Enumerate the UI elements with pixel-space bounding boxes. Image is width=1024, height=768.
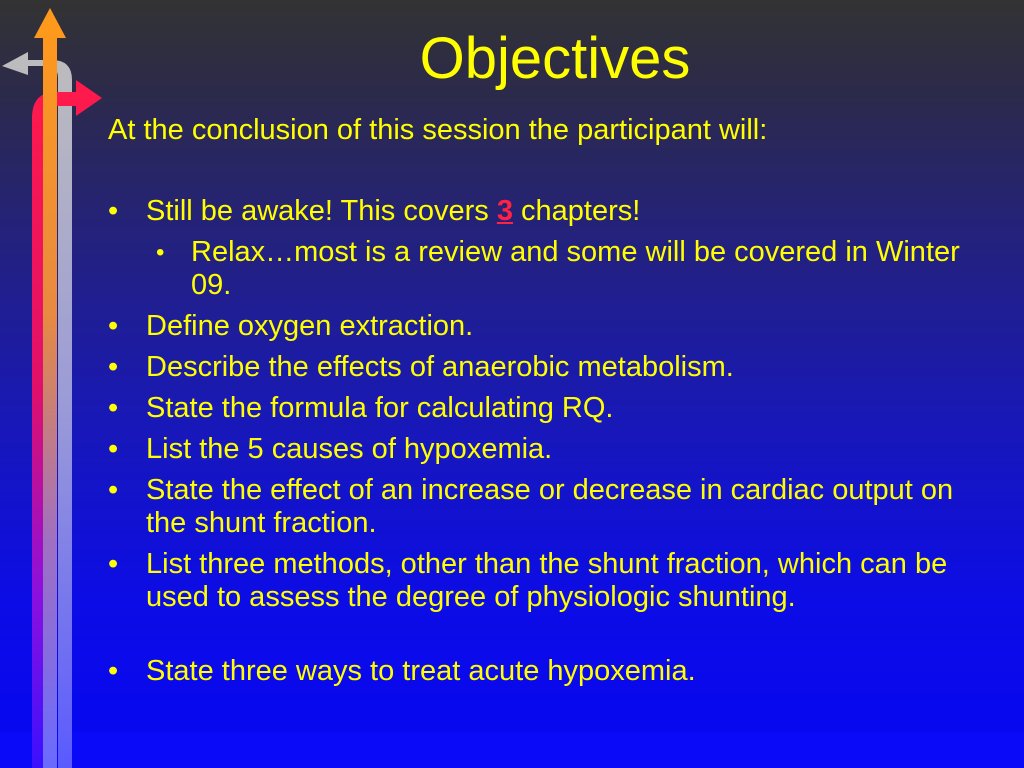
bullet-dot: • xyxy=(108,433,119,465)
bullet-text: State the formula for calculating RQ. xyxy=(146,392,614,424)
bullet-dot: • xyxy=(108,392,119,424)
bullet-dot: • xyxy=(156,239,165,266)
list-item xyxy=(108,351,986,384)
bullet-text: Relax…most is a review and some will be covered in Winter 09. xyxy=(191,236,960,301)
slide-title: Objectives xyxy=(419,26,691,91)
list-item xyxy=(108,433,986,466)
bullet-text: List the 5 causes of hypoxemia. xyxy=(146,433,553,465)
chapter-count: 3 xyxy=(496,195,513,227)
bullet-text: State three ways to treat acute hypoxemia. xyxy=(146,655,696,687)
bullet-dot: • xyxy=(108,655,119,687)
bullet-text: Define oxygen extraction. xyxy=(146,310,474,342)
bullet-text: Still be awake! This covers xyxy=(146,195,497,227)
bullet-dot: • xyxy=(108,195,119,227)
bullet-dot: • xyxy=(108,548,119,580)
list-subitem xyxy=(156,236,1001,302)
bullet-dot: • xyxy=(108,310,119,342)
list-item xyxy=(108,310,986,343)
list-item xyxy=(108,195,986,228)
bullet-text: List three methods, other than the shunt fraction, which can be used to assess the degree of physiologic shunting. xyxy=(146,548,948,613)
bullet-dot: • xyxy=(108,474,119,506)
list-item xyxy=(108,474,966,540)
list-item xyxy=(108,392,986,425)
bullet-text: Describe the effects of anaerobic metabolism. xyxy=(146,351,734,383)
bullet-text: State the effect of an increase or decrease in cardiac output on the shunt fraction. xyxy=(146,474,954,539)
bullet-dot: • xyxy=(108,351,119,383)
list-item xyxy=(108,655,986,688)
intro-text: At the conclusion of this session the participant will: xyxy=(108,114,768,146)
list-item xyxy=(108,548,986,614)
bullet-text-end: chapters! xyxy=(512,195,641,227)
